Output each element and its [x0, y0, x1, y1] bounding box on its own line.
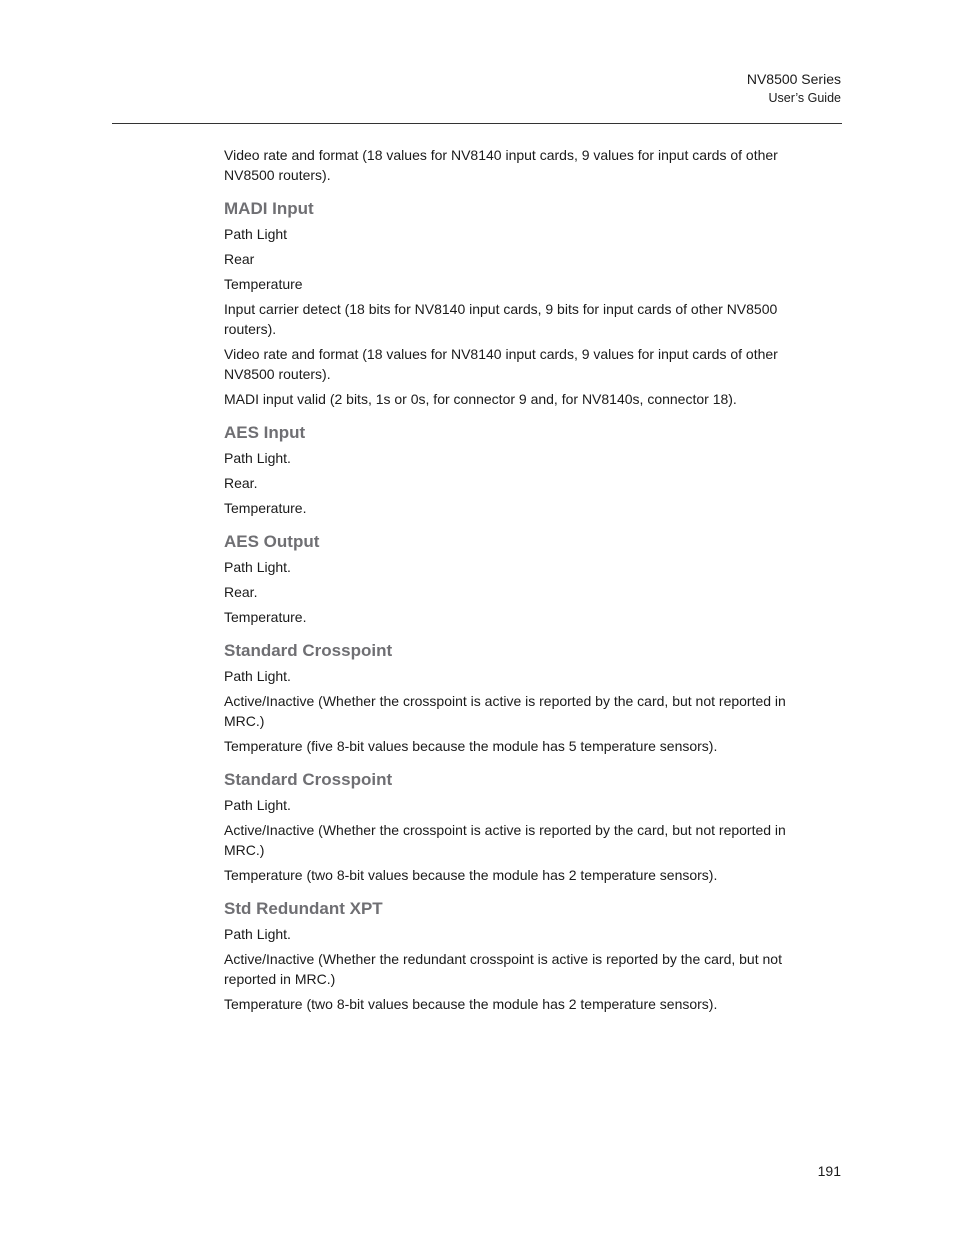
section-item: Active/Inactive (Whether the crosspoint is active is reported by the card, but not reported in MRC.) — [224, 693, 786, 729]
section-heading: AES Input — [224, 423, 306, 442]
header-divider — [112, 123, 842, 124]
section-item: Path Light. — [224, 559, 291, 575]
section-item: Rear — [224, 251, 255, 267]
section-aes-output — [224, 531, 824, 627]
section-item: Rear. — [224, 475, 258, 491]
section-heading: Standard Crosspoint — [224, 641, 393, 660]
section-item: Temperature (two 8-bit values because the module has 2 temperature sensors). — [224, 867, 718, 883]
section-std-redundant-xpt — [224, 898, 824, 1014]
section-item: Temperature (two 8-bit values because the module has 2 temperature sensors). — [224, 996, 718, 1012]
section-item: Video rate and format (18 values for NV8140 input cards, 9 values for input cards of other NV8500 routers). — [224, 346, 778, 382]
section-item: Temperature. — [224, 609, 307, 625]
section-item: Temperature — [224, 276, 303, 292]
intro-paragraph: Video rate and format (18 values for NV8140 input cards, 9 values for input cards of other NV8500 routers). — [224, 147, 778, 183]
section-aes-input — [224, 422, 824, 518]
section-heading: MADI Input — [224, 199, 314, 218]
section-item: MADI input valid (2 bits, 1s or 0s, for connector 9 and, for NV8140s, connector 18). — [224, 391, 737, 407]
section-item: Active/Inactive (Whether the redundant crosspoint is active is reported by the card, but not reported in MRC.) — [224, 951, 782, 987]
section-item: Active/Inactive (Whether the crosspoint is active is reported by the card, but not reported in MRC.) — [224, 822, 786, 858]
section-item: Path Light. — [224, 926, 291, 942]
section-madi-input — [224, 198, 824, 409]
header-series-title: NV8500 Series — [746, 71, 841, 87]
page-number: 191 — [817, 1163, 841, 1179]
section-item: Temperature (five 8-bit values because the module has 5 temperature sensors). — [224, 738, 718, 754]
page-body — [224, 145, 824, 1019]
section-heading: Std Redundant XPT — [224, 899, 383, 918]
section-item: Path Light. — [224, 668, 291, 684]
section-item: Path Light. — [224, 797, 291, 813]
section-item: Temperature. — [224, 500, 307, 516]
section-standard-crosspoint-2 — [224, 769, 824, 885]
section-heading: Standard Crosspoint — [224, 770, 393, 789]
section-item: Rear. — [224, 584, 258, 600]
section-heading: AES Output — [224, 532, 320, 551]
section-item: Path Light — [224, 226, 288, 242]
section-item: Path Light. — [224, 450, 291, 466]
section-standard-crosspoint-5 — [224, 640, 824, 756]
running-header — [747, 70, 841, 108]
section-item: Input carrier detect (18 bits for NV8140 input cards, 9 bits for input cards of other NV8500 routers). — [224, 301, 778, 337]
header-guide-title: User’s Guide — [768, 91, 841, 105]
